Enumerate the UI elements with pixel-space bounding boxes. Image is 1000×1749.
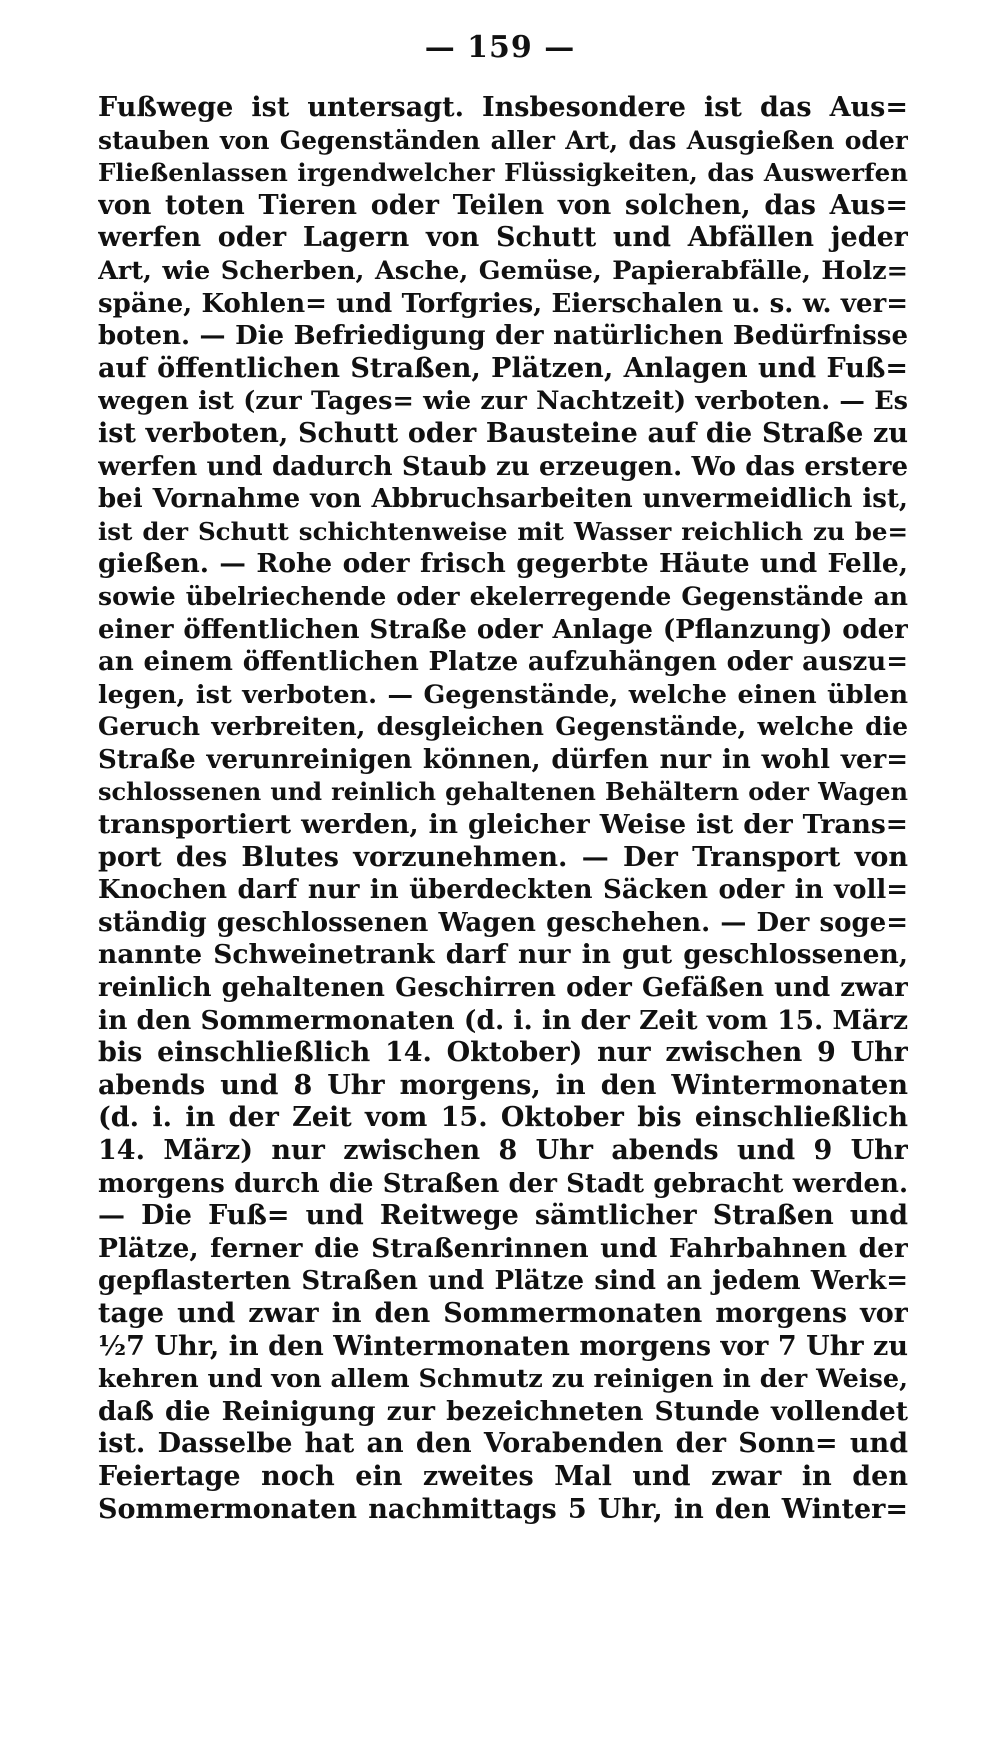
text-line: gepflasterten Straßen und Plätze sind an jedem Werk= [98,1266,908,1297]
text-line: daß die Reinigung zur bezeichneten Stunde vollendet [98,1395,908,1427]
text-line: Sommermonaten nachmittags 5 Uhr, in den Winter= [98,1493,908,1525]
text-line: — Die Fuß= und Reitwege sämtlicher Straßen und [98,1200,908,1232]
text-line: legen, ist verboten. — Gegenstände, welche einen üblen [98,679,908,710]
text-line: schlossenen und reinlich gehaltenen Behältern oder Wagen [98,777,908,807]
text-line: ist der Schutt schichtenweise mit Wasser reichlich zu be= [98,516,908,546]
text-line: (d. i. in der Zeit vom 15. Oktober bis einschließlich [98,1102,908,1134]
text-line: ½7 Uhr, in den Wintermonaten morgens vor 7 Uhr zu [98,1330,908,1362]
text-line: port des Blutes vorzunehmen. — Der Transport von [98,841,908,873]
text-line: morgens durch die Straßen der Stadt gebracht werden. [98,1168,908,1199]
text-line: späne, Kohlen= und Torfgries, Eierschalen u. s. w. ver= [98,288,908,319]
text-line: stauben von Gegenständen aller Art, das Ausgießen oder [98,125,908,155]
text-line: einer öffentlichen Straße oder Anlage (Pflanzung) oder [98,614,908,645]
text-line: in den Sommermonaten (d. i. in der Zeit vom 15. März [98,1004,908,1036]
text-line: auf öffentlichen Straßen, Plätzen, Anlagen und Fuß= [98,352,908,384]
text-line: reinlich gehaltenen Geschirren oder Gefäßen und zwar [98,973,908,1004]
text-line: wegen ist (zur Tages= wie zur Nachtzeit) verboten. — Es [98,386,908,417]
text-line: Art, wie Scherben, Asche, Gemüse, Papierabfälle, Holz= [98,255,908,286]
text-line: ist verboten, Schutt oder Bausteine auf die Straße zu [98,417,908,449]
text-line: Feiertage noch ein zweites Mal und zwar in den [98,1460,908,1492]
text-line: boten. — Die Befriedigung der natürlichen Bedürfnisse [98,321,908,352]
text-line: nannte Schweinetrank darf nur in gut geschlossenen, [98,939,908,971]
text-line: Fußwege ist untersagt. Insbesondere ist das Aus= [98,92,908,123]
text-line: bei Vornahme von Abbruchsarbeiten unvermeidlich ist, [98,484,908,515]
text-line: ist. Dasselbe hat an den Vorabenden der Sonn= und [98,1428,908,1460]
text-line: Geruch verbreiten, desgleichen Gegenstände, welche die [98,712,908,742]
text-line: tage und zwar in den Sommermonaten morgens vor [98,1297,908,1329]
text-line: kehren und von allem Schmutz zu reinigen in der Weise, [98,1364,908,1395]
text-line: 14. März) nur zwischen 8 Uhr abends und 9 Uhr [98,1135,908,1166]
text-line: von toten Tieren oder Teilen von solchen, das Aus= [98,189,908,221]
text-line: ständig geschlossenen Wagen geschehen. — Der soge= [98,907,908,938]
text-line: Straße verunreinigen können, dürfen nur in wohl ver= [98,744,908,775]
text-line: sowie übelriechende oder ekelerregende Gegenstände an [98,581,908,611]
text-line: werfen oder Lagern von Schutt und Abfällen jeder [98,222,908,254]
text-line: gießen. — Rohe oder frisch gegerbte Häute und Felle, [98,548,908,580]
page-number: — 159 — [424,30,576,65]
text-line: Fließenlassen irgendwelcher Flüssigkeiten, das Auswerfen [98,158,908,188]
text-line: werfen und dadurch Staub zu erzeugen. Wo das erstere [98,451,908,482]
text-line: an einem öffentlichen Platze aufzuhängen oder auszu= [98,647,908,678]
text-line: Plätze, ferner die Straßenrinnen und Fahrbahnen der [98,1232,908,1264]
text-line: abends und 8 Uhr morgens, in den Wintermonaten [98,1069,908,1101]
text-line: bis einschließlich 14. Oktober) nur zwischen 9 Uhr [98,1037,908,1069]
body-text [98,92,908,1526]
text-line: transportiert werden, in gleicher Weise ist der Trans= [98,809,908,841]
text-line: Knochen darf nur in überdeckten Säcken oder in voll= [98,875,908,906]
